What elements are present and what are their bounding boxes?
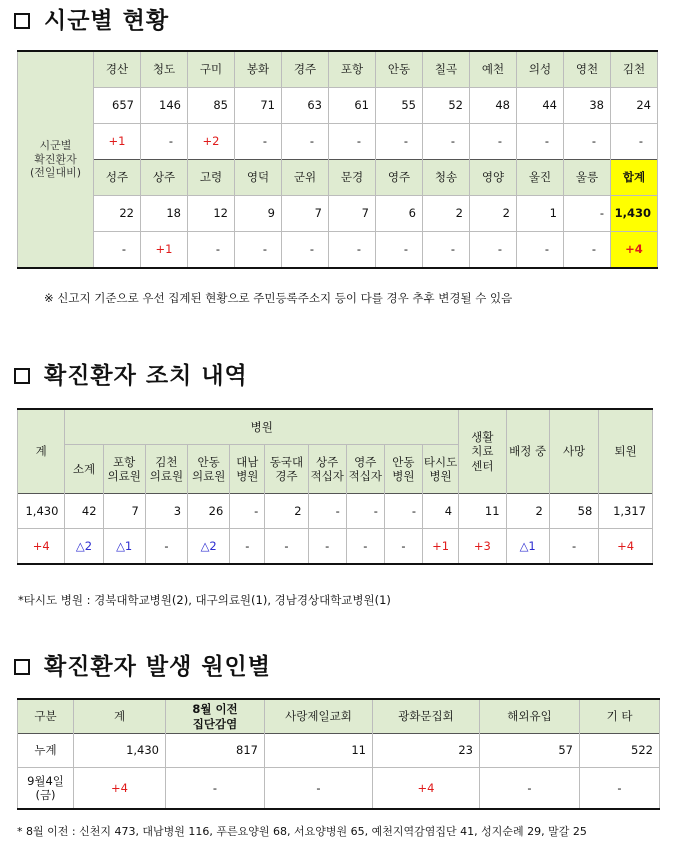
city-count: 7 [329, 196, 376, 232]
cause-change: +4 [373, 768, 480, 810]
cell-line: 적십자 [348, 469, 382, 483]
cause-cumulative-row [18, 734, 660, 768]
city-count: 657 [94, 88, 141, 124]
header-hospital-col [230, 445, 265, 494]
cell-line: 대남 [236, 454, 259, 469]
section-heading-cause [14, 648, 271, 681]
measures-table-note: *타시도 병원 : 경북대학교병원(2), 대구의료원(1), 경남경상대학교병원(1) [18, 593, 391, 607]
measures-value: - [230, 494, 265, 529]
header-hospital-col [308, 445, 346, 494]
cause-value: 11 [265, 734, 373, 768]
cause-value: 23 [373, 734, 480, 768]
measures-value: 2 [265, 494, 308, 529]
city-change: - [611, 124, 658, 160]
city-name: 상주 [141, 160, 188, 196]
city-count: 71 [235, 88, 282, 124]
header-sarang-church: 사랑제일교회 [265, 699, 373, 734]
cell-line: 의료원 [107, 469, 141, 483]
city-change: +4 [611, 232, 658, 269]
header-hospital-col [103, 445, 145, 494]
city-name: 예천 [470, 51, 517, 88]
city-name: 문경 [329, 160, 376, 196]
cause-value: 57 [480, 734, 580, 768]
city-name: 합계 [611, 160, 658, 196]
checkbox-square-icon [14, 659, 30, 675]
measures-change: +3 [459, 529, 506, 565]
city-count: 9 [235, 196, 282, 232]
measures-change: - [549, 529, 598, 565]
cell-line: 병원 [392, 469, 415, 483]
city-name: 청도 [141, 51, 188, 88]
city-count: 2 [423, 196, 470, 232]
cause-value: 522 [580, 734, 660, 768]
city-change: - [376, 232, 423, 269]
cell-line: 생활 [471, 429, 494, 444]
city-change: +2 [188, 124, 235, 160]
section-title: 확진환자 발생 원인별 [44, 654, 271, 680]
city-count: 38 [564, 88, 611, 124]
city-status-table [17, 50, 658, 269]
city-name: 구미 [188, 51, 235, 88]
measures-change: +4 [18, 529, 65, 565]
city-change: - [94, 232, 141, 269]
cell-line: 의료원 [149, 469, 184, 483]
city-change: - [282, 124, 329, 160]
measures-total-row [18, 494, 653, 529]
city-count-row [18, 196, 658, 232]
city-name: 영덕 [235, 160, 282, 196]
measures-change: △1 [103, 529, 145, 565]
city-count: 48 [470, 88, 517, 124]
city-name: 영양 [470, 160, 517, 196]
city-count: 24 [611, 88, 658, 124]
city-count: 85 [188, 88, 235, 124]
cell-line: 의료원 [191, 469, 226, 483]
cell-line: (전일대비) [29, 166, 82, 180]
city-change: - [188, 232, 235, 269]
cell-line: 집단감염 [192, 716, 238, 731]
city-change: - [329, 232, 376, 269]
city-count: - [564, 196, 611, 232]
city-name: 경주 [282, 51, 329, 88]
measures-value: 1,317 [599, 494, 653, 529]
city-change-row [18, 232, 658, 269]
row-label [18, 51, 94, 268]
cause-change: +4 [74, 768, 166, 810]
cause-change: - [265, 768, 373, 810]
header-overseas: 해외유입 [480, 699, 580, 734]
header-discharge: 퇴원 [599, 409, 653, 494]
measures-value: 26 [188, 494, 230, 529]
cell-line: 센터 [471, 458, 494, 473]
header-hospital-col [188, 445, 230, 494]
checkbox-square-icon [14, 368, 30, 384]
cell-line: 상주 [316, 454, 339, 469]
city-name: 김천 [611, 51, 658, 88]
measures-value: 11 [459, 494, 506, 529]
city-name: 영천 [564, 51, 611, 88]
measures-value: 7 [103, 494, 145, 529]
cell-line: 소계 [72, 461, 96, 476]
header-assigning: 배정 중 [506, 409, 549, 494]
measures-value: 1,430 [18, 494, 65, 529]
city-change: - [282, 232, 329, 269]
cause-value: 817 [166, 734, 265, 768]
header-other: 기 타 [580, 699, 660, 734]
cell-line: 안동 [197, 454, 220, 469]
city-change-row [18, 124, 658, 160]
city-count: 1 [517, 196, 564, 232]
header-hospital-col [346, 445, 384, 494]
header-hospital-col [65, 445, 103, 494]
cause-value: 1,430 [74, 734, 166, 768]
city-name: 울진 [517, 160, 564, 196]
city-count: 18 [141, 196, 188, 232]
city-change: - [517, 124, 564, 160]
city-change: +1 [94, 124, 141, 160]
city-change: - [141, 124, 188, 160]
cause-change: - [580, 768, 660, 810]
header-hospital-col [145, 445, 187, 494]
header-treatment-center [459, 409, 506, 494]
measures-value: 2 [506, 494, 549, 529]
cell-line: (금) [35, 788, 56, 802]
measures-value: 4 [422, 494, 458, 529]
city-name: 영주 [376, 160, 423, 196]
header-total: 계 [18, 409, 65, 494]
header-total: 계 [74, 699, 166, 734]
city-header-row [18, 160, 658, 196]
cause-header-row [18, 699, 660, 734]
measures-table [17, 408, 653, 565]
city-count: 52 [423, 88, 470, 124]
measures-change: +1 [422, 529, 458, 565]
measures-change: △2 [65, 529, 103, 565]
measures-value: 42 [65, 494, 103, 529]
header-hospital-col [422, 445, 458, 494]
measures-change: △2 [188, 529, 230, 565]
cell-line: 8월 이전 [192, 702, 238, 717]
city-count: 22 [94, 196, 141, 232]
cell-line: 9월4일 [27, 773, 64, 788]
cell-line: 확진환자 [34, 152, 77, 166]
city-name: 안동 [376, 51, 423, 88]
measures-value: 58 [549, 494, 598, 529]
header-gwanghwamun: 광화문집회 [373, 699, 480, 734]
cell-line: 치료 [471, 444, 494, 459]
cell-line: 타시도 [423, 454, 458, 469]
city-change: - [470, 124, 517, 160]
city-count: 12 [188, 196, 235, 232]
cause-table-note: * 8월 이전 : 신천지 473, 대남병원 116, 푸른요양원 68, 서요양병원 65, 예천지역감염집단 41, 성지순례 29, 말갈 25 [17, 825, 587, 838]
city-name: 경산 [94, 51, 141, 88]
cell-line: 안동 [392, 454, 415, 469]
city-count: 55 [376, 88, 423, 124]
city-change: - [423, 232, 470, 269]
header-hospital-col [265, 445, 308, 494]
city-change: +1 [141, 232, 188, 269]
city-change: - [423, 124, 470, 160]
city-count: 6 [376, 196, 423, 232]
measures-change: - [308, 529, 346, 565]
city-name: 봉화 [235, 51, 282, 88]
city-change: - [470, 232, 517, 269]
row-label [18, 768, 74, 810]
city-count: 63 [282, 88, 329, 124]
measures-change: - [230, 529, 265, 565]
city-name: 의성 [517, 51, 564, 88]
header-hospital-col [384, 445, 422, 494]
city-count: 44 [517, 88, 564, 124]
city-count-row [18, 88, 658, 124]
header-before-august [166, 699, 265, 734]
cell-line: 동국대 [269, 454, 304, 469]
city-change: - [329, 124, 376, 160]
cell-line: 시군별 [39, 138, 72, 152]
cell-line: 적십자 [310, 469, 344, 483]
section-title: 시군별 현황 [44, 8, 170, 34]
measures-value: - [346, 494, 384, 529]
cell-line: 포항 [113, 454, 136, 469]
cause-table [17, 698, 660, 810]
cell-line: 병원 [429, 469, 452, 483]
measures-change: △1 [506, 529, 549, 565]
city-name: 포항 [329, 51, 376, 88]
measures-change: - [384, 529, 422, 565]
measures-change: - [346, 529, 384, 565]
city-header-row [18, 51, 658, 88]
city-change: - [564, 124, 611, 160]
header-category: 구분 [18, 699, 74, 734]
cause-change: - [480, 768, 580, 810]
city-name: 청송 [423, 160, 470, 196]
city-count: 146 [141, 88, 188, 124]
city-name: 군위 [282, 160, 329, 196]
header-death: 사망 [549, 409, 598, 494]
checkbox-square-icon [14, 13, 30, 29]
section-title: 확진환자 조치 내역 [44, 363, 248, 389]
measures-value: 3 [145, 494, 187, 529]
measures-change: - [145, 529, 187, 565]
cell-line: 김천 [155, 454, 178, 469]
city-table-note: ※ 신고지 기준으로 우선 집계된 현황으로 주민등록주소지 등이 다를 경우 추후 변경될 수 있음 [44, 291, 513, 305]
city-name: 울릉 [564, 160, 611, 196]
measures-header-row [18, 409, 653, 445]
row-label: 누계 [18, 734, 74, 768]
cell-line: 병원 [236, 469, 259, 483]
cause-today-row [18, 768, 660, 810]
measures-change-row [18, 529, 653, 565]
city-change: - [235, 124, 282, 160]
city-name: 칠곡 [423, 51, 470, 88]
measures-change: +4 [599, 529, 653, 565]
city-name: 성주 [94, 160, 141, 196]
header-hospital: 병원 [65, 409, 459, 445]
measures-change: - [265, 529, 308, 565]
city-change: - [517, 232, 564, 269]
measures-value: - [384, 494, 422, 529]
section-heading-city [14, 2, 169, 35]
cell-line: 경주 [275, 469, 298, 483]
cell-line: 영주 [354, 454, 377, 469]
city-change: - [376, 124, 423, 160]
city-count: 7 [282, 196, 329, 232]
cause-change: - [166, 768, 265, 810]
city-name: 고령 [188, 160, 235, 196]
city-count: 2 [470, 196, 517, 232]
city-change: - [235, 232, 282, 269]
measures-value: - [308, 494, 346, 529]
city-count: 61 [329, 88, 376, 124]
city-count: 1,430 [611, 196, 658, 232]
section-heading-measures [14, 357, 248, 390]
city-change: - [564, 232, 611, 269]
